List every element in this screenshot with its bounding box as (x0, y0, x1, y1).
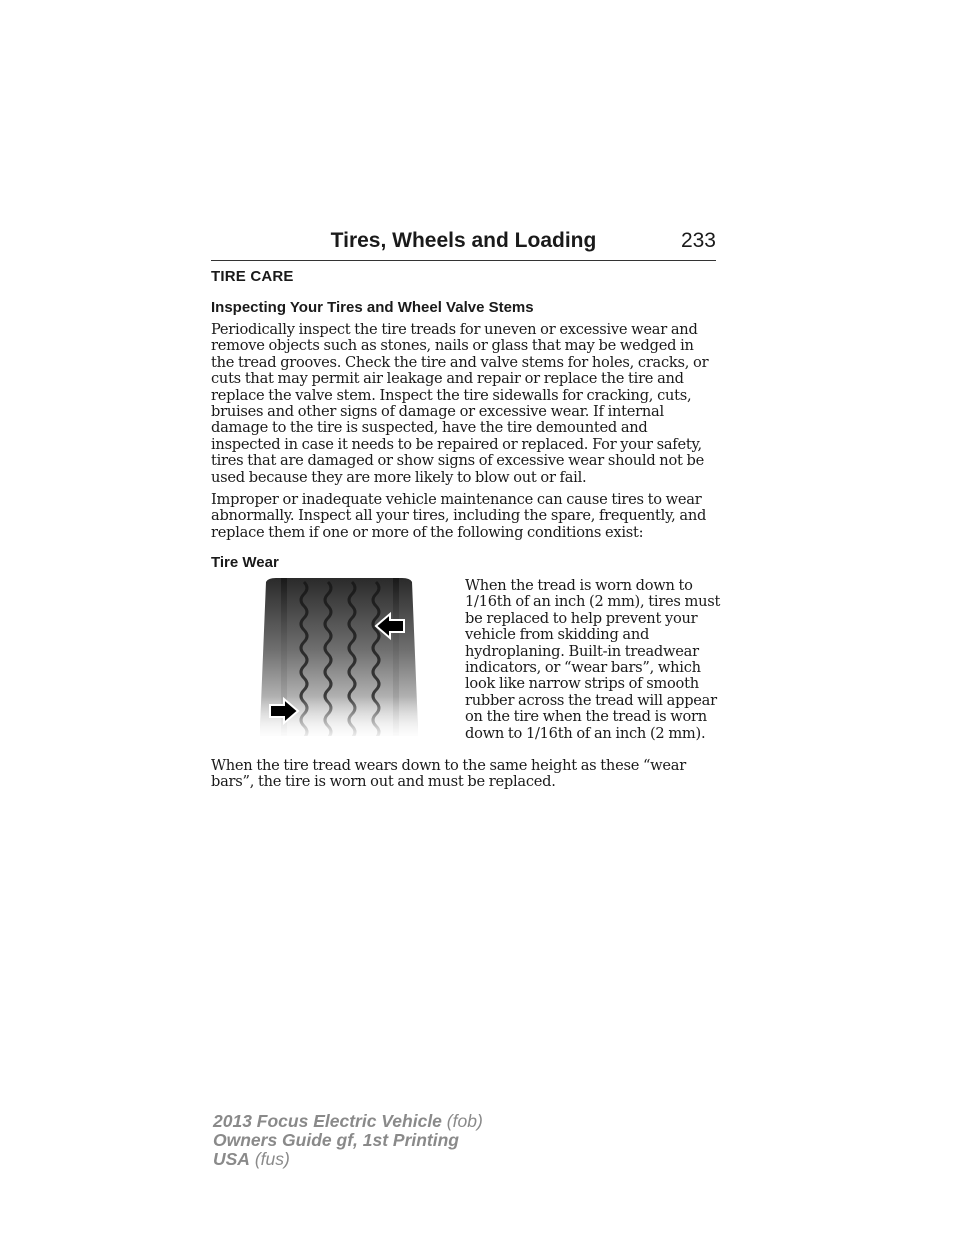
paragraph-maintenance: Improper or inadequate vehicle maintenance can cause tires to wear abnormally. Inspect all your tires, including the spare, frequently, and replace them if one or more of the following conditions exist: (211, 491, 707, 541)
subsection-title-inspecting: Inspecting Your Tires and Wheel Valve Stems (211, 299, 534, 316)
paragraph-tire-wear: When the tread is worn down to 1/16th of an inch (2 mm), tires must be replaced to help prevent your vehicle from skidding and hydroplaning. Built-in treadwear indicators, or “wear bars”, which look like narrow strips of smooth rubber across the tread will appear on the tire when the tread is worn down to 1/16th of an inch (2 mm). (465, 577, 721, 742)
footer-printing: Owners Guide gf, 1st Printing (213, 1130, 459, 1150)
document-footer (213, 1112, 483, 1169)
footer-model-code: (fob) (446, 1111, 483, 1131)
footer-region: USA (213, 1149, 250, 1169)
footer-line-2 (213, 1131, 483, 1150)
footer-region-code: (fus) (254, 1149, 290, 1169)
chapter-title: Tires, Wheels and Loading (330, 229, 597, 252)
paragraph-inspection: Periodically inspect the tire treads for uneven or excessive wear and remove objects such as stones, nails or glass that may be wedged in the tread grooves. Check the tire and valve stems for holes, cracks, or cuts that may permit air leakage and repair or replace the tire and replace the valve stem. Inspect the tire sidewalls for cracking, cuts, bruises and other signs of damage or excessive wear. If internal damage to the tire is suspected, have the tire demounted and inspected in case it needs to be repaired or replaced. For your safety, tires that are damaged or show signs of excessive wear should not be used because they are more likely to blow out or fail. (211, 321, 709, 486)
footer-line-1 (213, 1112, 483, 1131)
footer-line-3 (213, 1150, 483, 1169)
subsection-title-tire-wear: Tire Wear (211, 554, 279, 571)
section-title: TIRE CARE (211, 268, 294, 285)
footer-model: 2013 Focus Electric Vehicle (213, 1111, 442, 1131)
page-number: 233 (680, 229, 716, 252)
tire-tread-wear-bar-icon (256, 578, 422, 736)
page-header (211, 228, 716, 261)
tire-tread-illustration (256, 578, 422, 736)
paragraph-wear-bars: When the tire tread wears down to the same height as these “wear bars”, the tire is worn out and must be replaced. (211, 757, 686, 791)
